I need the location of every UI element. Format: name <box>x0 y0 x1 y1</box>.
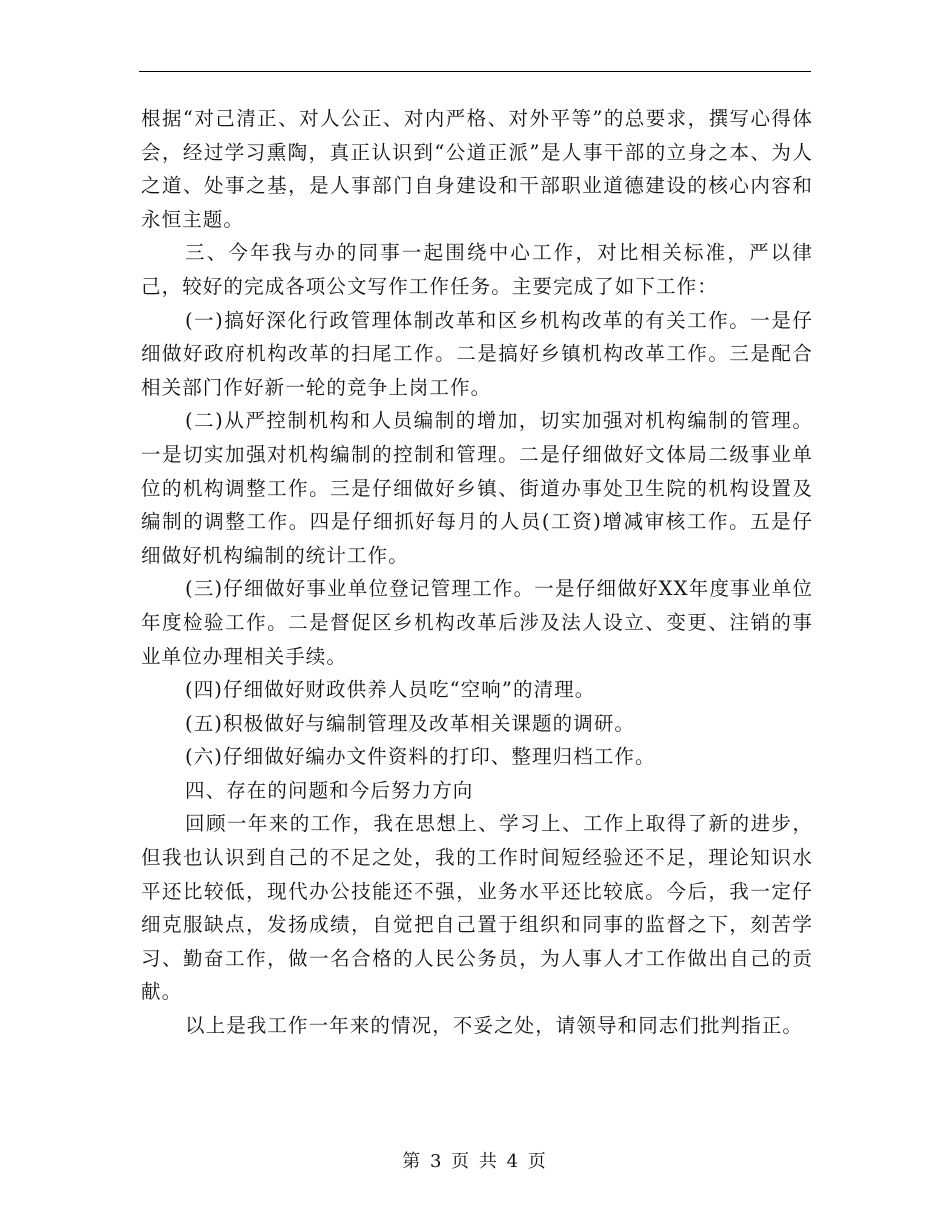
paragraph: 根据“对己清正、对人公正、对内严格、对外平等”的总要求，撰写心得体会，经过学习熏陶，真正认识到“公道正派”是人事干部的立身之本、为人之道、处事之基，是人事部门自身建设和干部职业道德建设的核心内容和永恒主题。 <box>141 107 813 231</box>
paragraph: (一)搞好深化行政管理体制改革和区乡机构改革的有关工作。一是仔细做好政府机构改革的扫尾工作。二是搞好乡镇机构改革工作。三是配合相关部门作好新一轮的竞争上岗工作。 <box>141 308 813 399</box>
header-rule <box>139 71 811 72</box>
paragraph: 三、今年我与办的同事一起围绕中心工作，对比相关标准，严以律己，较好的完成各项公文写作工作任务。主要完成了如下工作： <box>141 241 813 298</box>
page-number: 第 3 页 共 4 页 <box>402 1151 548 1172</box>
paragraph: 以上是我工作一年来的情况，不妥之处，请领导和同志们批判指正。 <box>185 1014 804 1038</box>
paragraph: (二)从严控制机构和人员编制的增加，切实加强对机构编制的管理。一是切实加强对机构编制的控制和管理。二是仔细做好文体局二级事业单位的机构调整工作。三是仔细做好乡镇、街道办事处卫生院的机构设置及编制的调整工作。四是仔细抓好每月的人员(工资)增减审核工作。五是仔细做好机构编制的统计工作。 <box>141 409 813 567</box>
paragraph: 回顾一年来的工作，我在思想上、学习上、工作上取得了新的进步，但我也认识到自己的不足之处，我的工作时间短经验还不足，理论知识水平还比较低，现代办公技能还不强，业务水平还比较底。今后，我一定仔细克服缺点，发扬成绩，自觉把自己置于组织和同事的监督之下，刻苦学习、勤奋工作，做一名合格的人民公务员，为人事人才工作做出自己的贡献。 <box>141 812 813 1004</box>
document-body <box>141 102 813 1043</box>
paragraph: (六)仔细做好编办文件资料的打印、整理归档工作。 <box>185 745 656 769</box>
paragraph: (三)仔细做好事业单位登记管理工作。一是仔细做好XX年度事业单位年度检验工作。二是督促区乡机构改革后涉及法人设立、变更、注销的事业单位办理相关手续。 <box>141 577 813 668</box>
paragraph: (四)仔细做好财政供养人员吃“空响”的清理。 <box>185 678 596 702</box>
section-heading: 四、存在的问题和今后努力方向 <box>185 778 474 802</box>
paragraph: (五)积极做好与编制管理及改革相关课题的调研。 <box>185 711 636 735</box>
